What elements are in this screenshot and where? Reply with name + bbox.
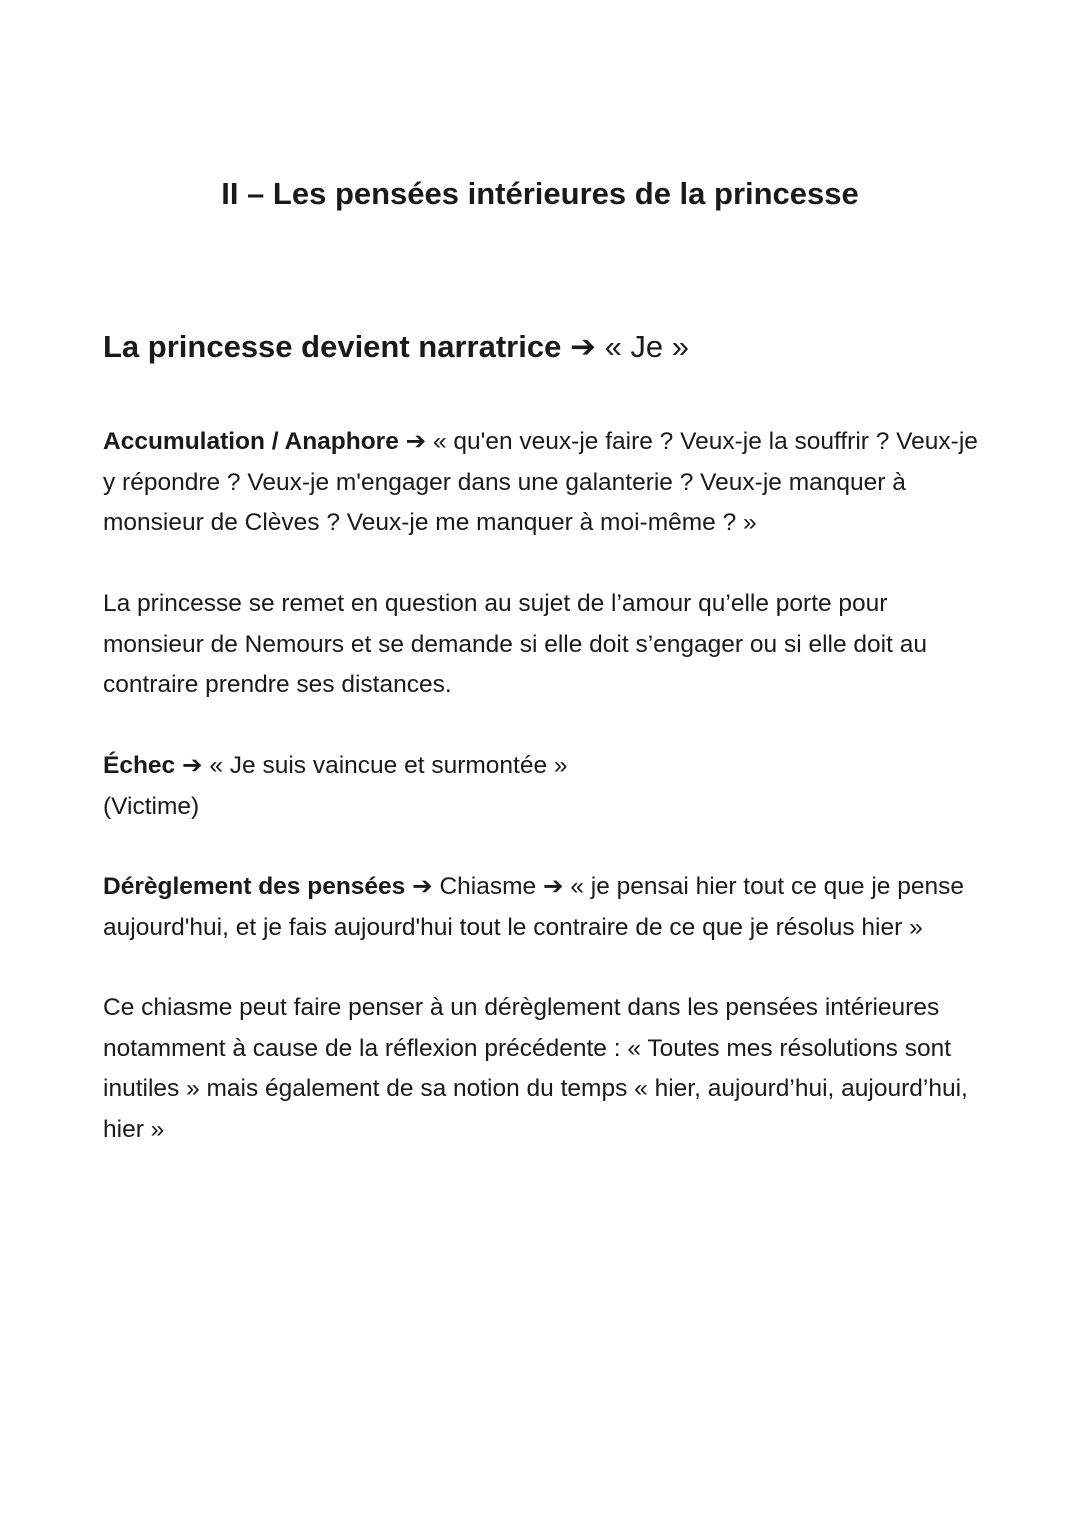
section-heading-quote: « Je » <box>604 329 690 364</box>
anaphore-quote: « qu'en veux-je faire ? Veux-je la souffrir ? Veux-je y répondre ? Veux-je m'engager dans une galanterie ? Veux-je manquer à monsieur de Clèves ? Veux-je me manquer à moi-même ? » <box>103 428 978 536</box>
echec-quote: « Je suis vaincue et surmontée » <box>209 752 568 779</box>
analysis-paragraph-2: Ce chiasme peut faire penser à un dérèglement dans les pensées intérieures notamment à cause de la réflexion précédente : « Toutes mes résolutions sont inutiles » mais également de sa notion du temps « hier, aujourd’hui, aujourd’hui, hier » <box>103 994 968 1143</box>
echec-paragraph <box>103 746 983 827</box>
arrow-right-icon: ➔ <box>182 752 203 779</box>
dereglement-paragraph <box>103 867 983 948</box>
page-title: II – Les pensées intérieures de la princesse <box>221 176 859 211</box>
echec-label: Échec <box>103 752 176 779</box>
section-heading-text: La princesse devient narratrice <box>103 329 562 364</box>
anaphore-label: Accumulation / Anaphore <box>103 428 399 455</box>
echec-note: (Victime) <box>103 792 200 820</box>
arrow-right-icon: ➔ <box>542 873 564 900</box>
analysis-paragraph-1: La princesse se remet en question au sujet de l’amour qu’elle porte pour monsieur de Nemours et se demande si elle doit s’engager ou si elle doit au contraire prendre ses distances. <box>103 590 927 698</box>
dereglement-quote: « je pensai hier tout ce que je pense aujourd'hui, et je fais aujourd'hui tout le contraire de ce que je résolus hier » <box>103 873 964 941</box>
dereglement-figure: Chiasme <box>439 873 537 900</box>
section-heading <box>103 325 689 369</box>
arrow-right-icon: ➔ <box>569 329 596 364</box>
arrow-right-icon: ➔ <box>412 873 433 900</box>
anaphore-paragraph <box>103 422 983 544</box>
dereglement-label: Dérèglement des pensées <box>103 873 406 900</box>
arrow-right-icon: ➔ <box>405 428 427 455</box>
